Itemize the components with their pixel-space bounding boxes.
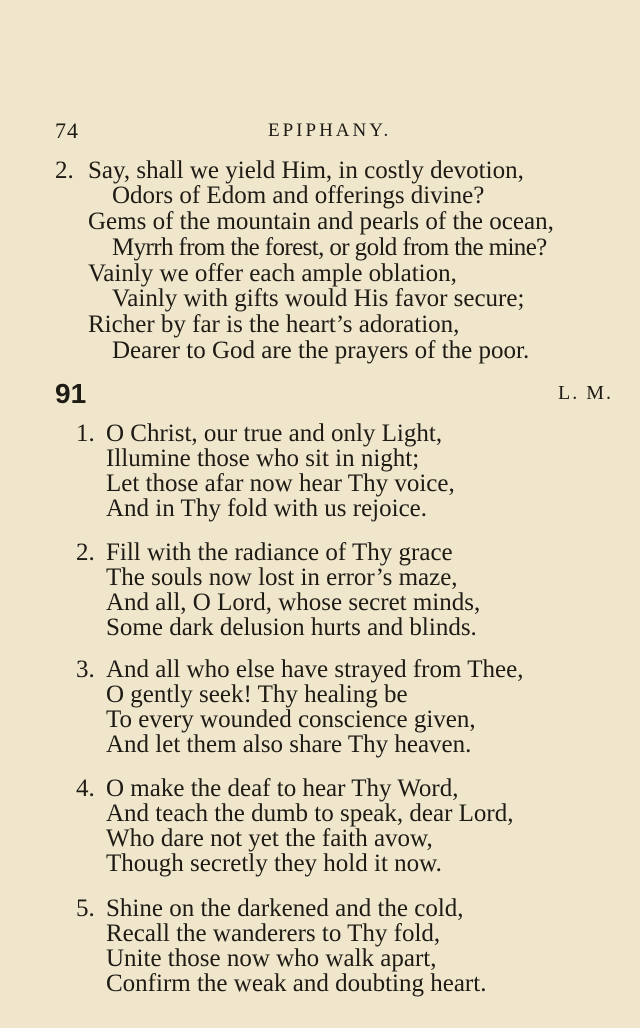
hymn-number: 91	[55, 378, 87, 409]
verse-line: Myrrh from the forest, or gold from the mine?	[112, 234, 547, 261]
hymn-heading	[0, 378, 640, 418]
stanza-number: 4.	[76, 775, 95, 802]
stanza-number: 2.	[55, 157, 74, 184]
verse-line: Gems of the mountain and pearls of the ocean,	[88, 208, 554, 235]
verse-line: And let them also share Thy heaven.	[106, 731, 472, 758]
verse-line: O gently seek! Thy healing be	[106, 681, 408, 708]
verse-line: And all, O Lord, whose secret minds,	[106, 589, 481, 616]
verse-line: To every wounded conscience given,	[106, 706, 476, 733]
verse-line: Richer by far is the heart’s adoration,	[88, 311, 460, 338]
verse-line: Dearer to God are the prayers of the poor.	[112, 337, 530, 364]
stanza-number: 2.	[76, 539, 95, 566]
verse-line: And teach the dumb to speak, dear Lord,	[106, 800, 514, 827]
verse-line: Let those afar now hear Thy voice,	[106, 470, 455, 497]
running-title: EPIPHANY.	[268, 120, 392, 141]
verse-line: Fill with the radiance of Thy grace	[106, 539, 453, 566]
page-header	[0, 118, 640, 148]
verse-line: Odors of Edom and offerings divine?	[112, 182, 485, 209]
verse-line: Say, shall we yield Him, in costly devotion,	[88, 157, 524, 184]
verse-line: The souls now lost in error’s maze,	[106, 564, 458, 591]
verse-line: O make the deaf to hear Thy Word,	[106, 775, 459, 802]
verse-line: And in Thy fold with us rejoice.	[106, 495, 428, 522]
verse-line: Who dare not yet the faith avow,	[106, 825, 433, 852]
verse-line: And all who else have strayed from Thee,	[106, 656, 524, 683]
verse-line: Though secretly they hold it now.	[106, 850, 442, 877]
verse-line: Vainly we offer each ample oblation,	[88, 260, 457, 287]
verse-line: Confirm the weak and doubting heart.	[106, 970, 487, 997]
hymn-meter: L. M.	[558, 382, 613, 404]
stanza-number: 5.	[76, 895, 95, 922]
verse-line: Vainly with gifts would His favor secure;	[112, 285, 525, 312]
verse-line: Recall the wanderers to Thy fold,	[106, 920, 441, 947]
stanza-number: 3.	[76, 656, 95, 683]
page-number: 74	[55, 118, 79, 143]
verse-line: O Christ, our true and only Light,	[106, 420, 443, 447]
verse-line: Shine on the darkened and the cold,	[106, 895, 464, 922]
verse-line: Unite those now who walk apart,	[106, 945, 437, 972]
stanza-number: 1.	[76, 420, 95, 447]
verse-line: Illumine those who sit in night;	[106, 445, 420, 472]
verse-line: Some dark delusion hurts and blinds.	[106, 614, 477, 641]
